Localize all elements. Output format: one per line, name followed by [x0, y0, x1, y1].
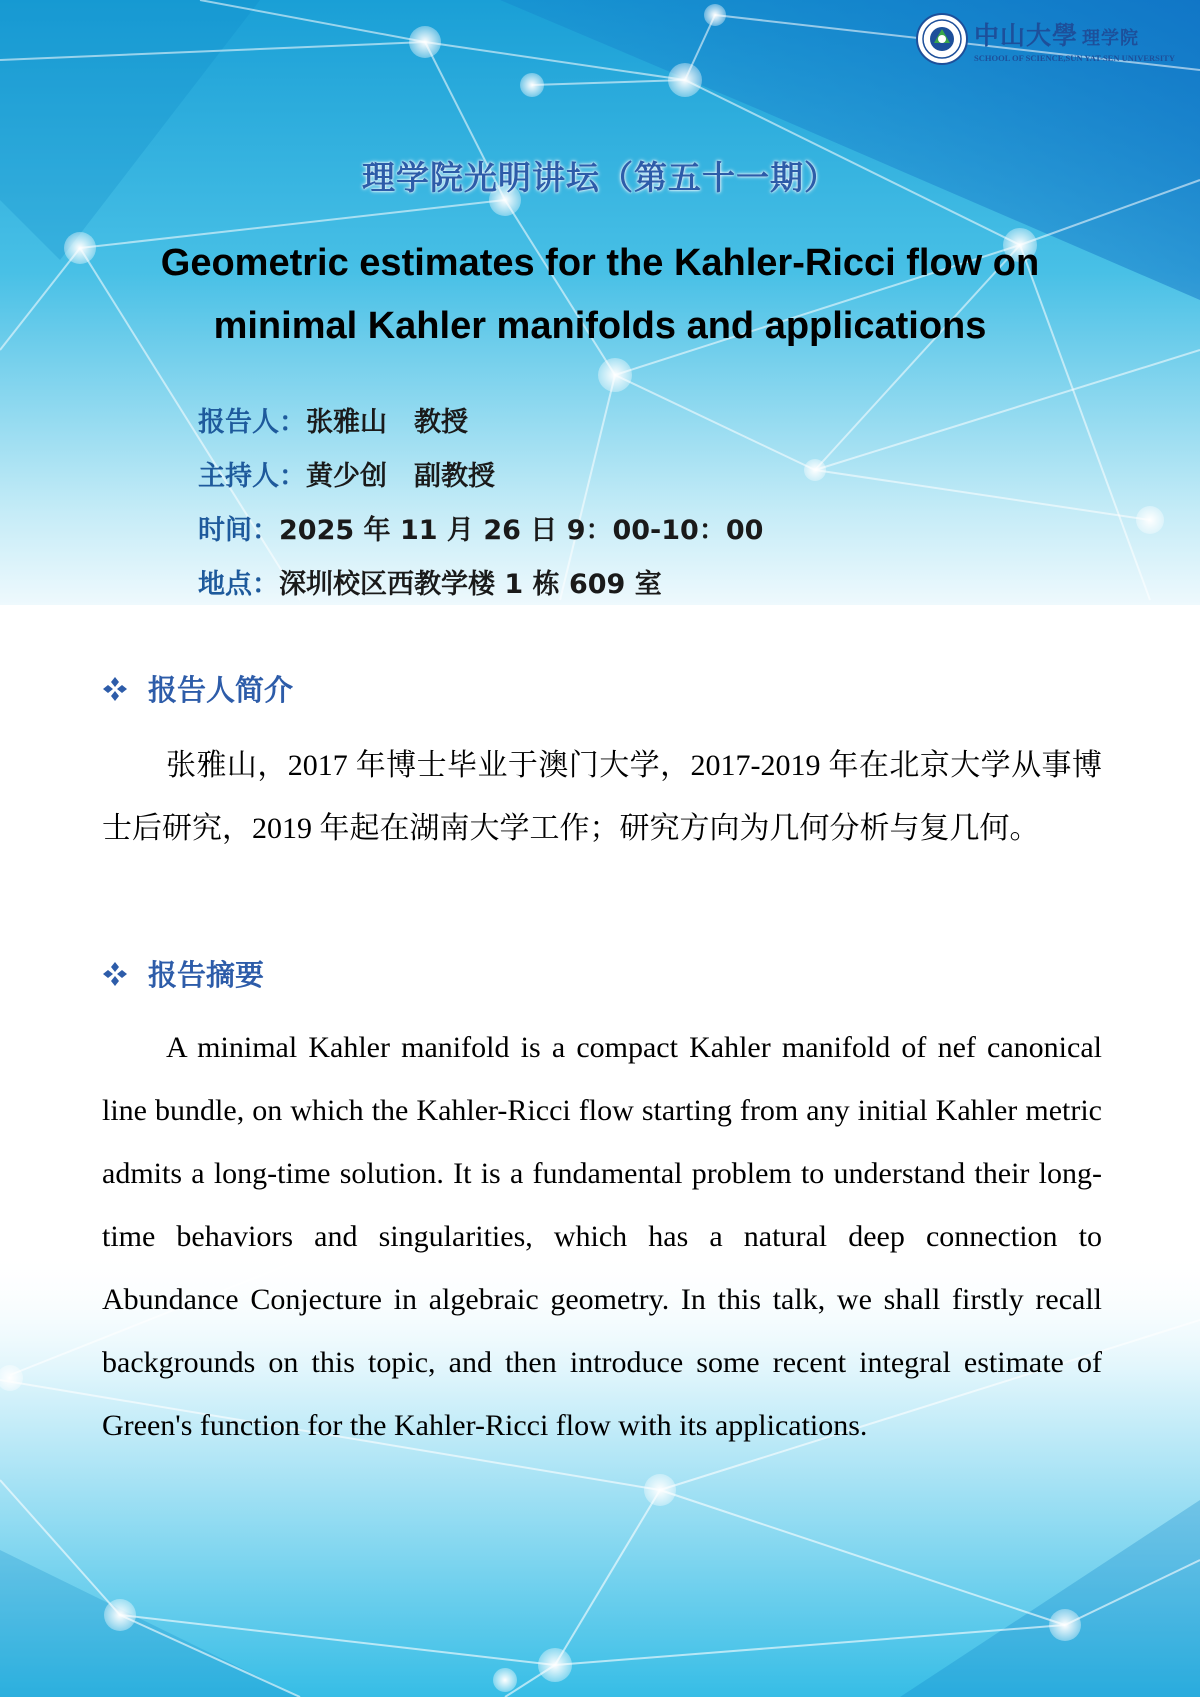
time-label: 时间： [198, 515, 279, 546]
speaker-row [198, 400, 468, 439]
abstract-heading [102, 953, 264, 994]
abstract-paragraph: A minimal Kahler manifold is a compact Kahler manifold of nef canonical line bundle, on which the Kahler-Ricci flow starting from any initial Kahler metric admits a long-time solution. It is a fundamental problem to understand their long-time behaviors and singularities, which has a natural deep connection to Abundance Conjecture in algebraic geometry. In this talk, we shall firstly recall backgrounds on this topic, and then introduce some recent integral estimate of Green's function for the Kahler-Ricci flow with its applications. [102, 1031, 1102, 1442]
speaker-label: 报告人： [198, 407, 306, 438]
abstract-heading-text: 报告摘要 [148, 958, 265, 992]
logo-chinese-name: 中山大學 理学院 [974, 20, 1140, 50]
series-title: 理学院光明讲坛（第五十一期） [362, 158, 838, 197]
logo-department: 理学院 [1082, 27, 1140, 49]
host-label: 主持人： [198, 461, 306, 492]
host-value: 黄少创 副教授 [306, 461, 495, 492]
university-logo [916, 10, 1186, 68]
bio-heading-text: 报告人简介 [148, 673, 294, 707]
diamond-four-petal-icon [102, 961, 128, 987]
venue-label: 地点： [198, 569, 279, 600]
speaker-value: 张雅山 教授 [306, 407, 468, 438]
time-value: 2025 年 11 月 26 日 9：00-10：00 [279, 515, 764, 546]
venue-value: 深圳校区西教学楼 1 栋 609 室 [279, 569, 662, 600]
bio-paragraph: 张雅山，2017 年博士毕业于澳门大学，2017-2019 年在北京大学从事博士后研究，2019 年起在湖南大学工作；研究方向为几何分析与复几何。 [102, 749, 1102, 845]
talk-title: Geometric estimates for the Kahler-Ricci flow on minimal Kahler manifolds and applications [160, 242, 1040, 347]
venue-row [198, 562, 662, 601]
logo-english-name: SCHOOL OF SCIENCE,SUN YAT-SEN UNIVERSITY [974, 52, 1175, 63]
host-row [198, 454, 495, 493]
bio-heading [102, 668, 293, 709]
diamond-four-petal-icon [102, 676, 128, 702]
time-row [198, 508, 763, 547]
university-seal-icon [916, 13, 968, 65]
